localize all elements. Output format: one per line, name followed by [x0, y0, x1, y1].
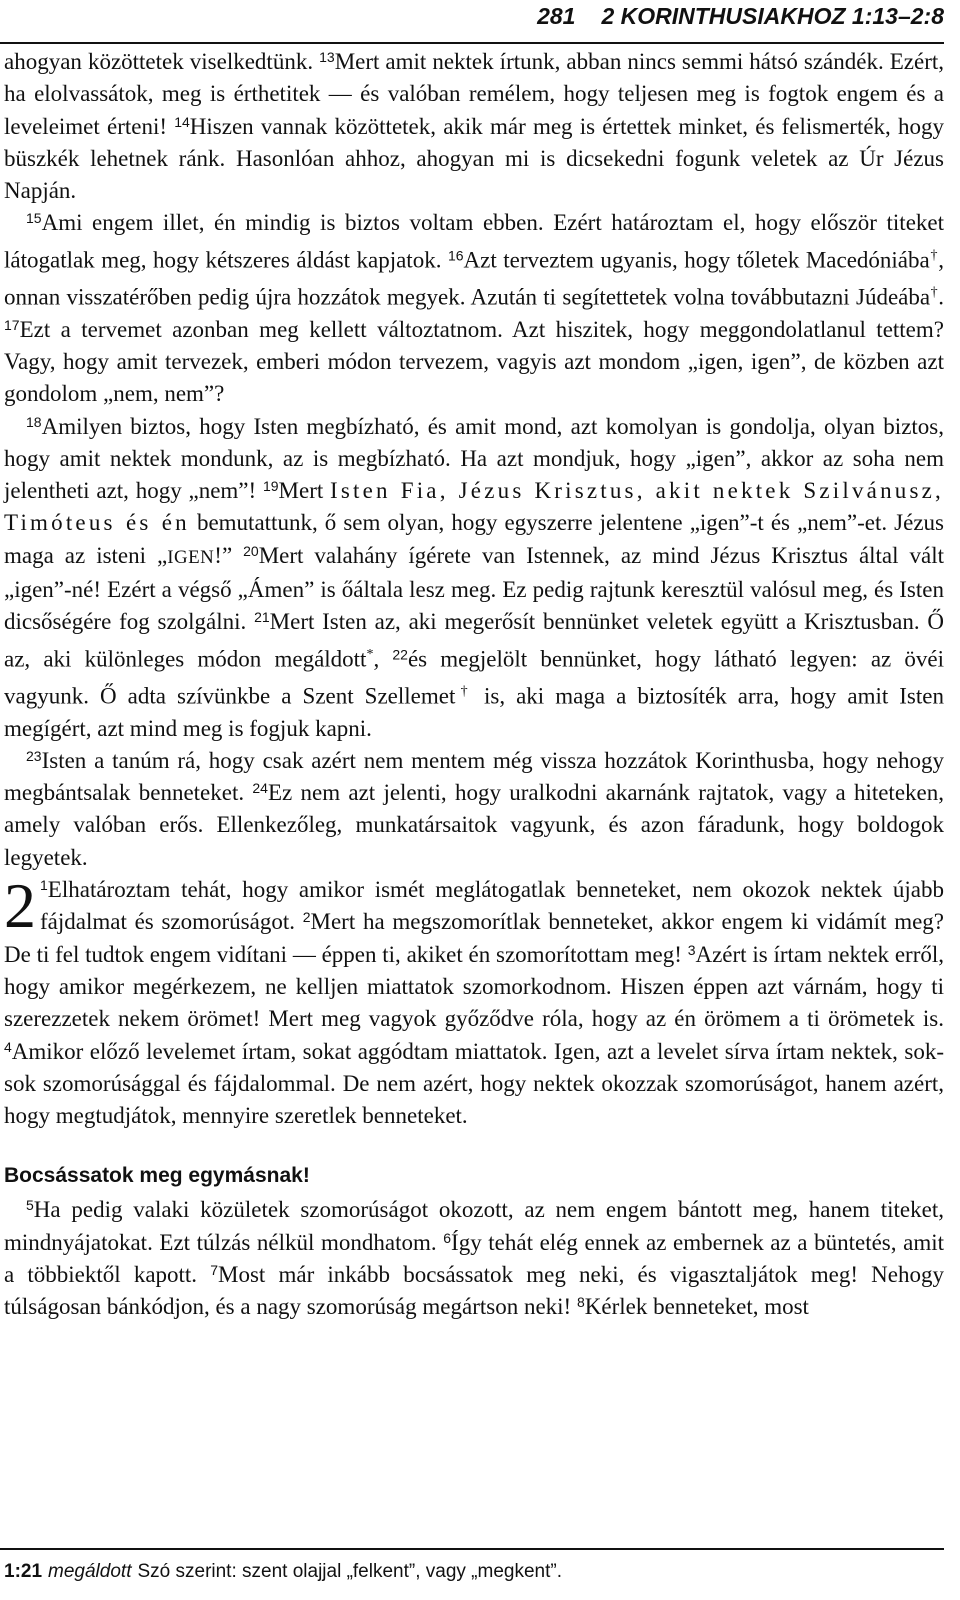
- verse-number: 4: [4, 1038, 12, 1055]
- verse-number: 17: [4, 316, 20, 333]
- small-caps-text: IGEN: [167, 546, 215, 568]
- text-run: Hiszen vannak közöttetek, akik már meg is értettek minket, és felismerték, hogy büszkék lehetnek ránk. Hasonlóan ahhoz, ahogyan mi is dicsekedni fogunk veletek az Úr Jézus Napján.: [4, 113, 944, 204]
- verse-number: 13: [319, 49, 335, 65]
- footnote-text: Szó szerint: szent olajjal „felkent”, vagy „megkent”.: [137, 1561, 562, 1582]
- text-run: Kérlek benneteket, most: [584, 1294, 809, 1320]
- section-heading: Bocsássatok meg egymásnak!: [4, 1164, 310, 1188]
- verse-number: 7: [210, 1262, 219, 1279]
- verse-number: 19: [262, 478, 279, 495]
- text-run: Amilyen biztos, hogy Isten megbízható, és amit mond, azt komolyan is gondolja, olyan biztos, hogy amit nektek mondunk, az is megbízható. Ha azt mondjuk, hogy „igen”, akkor az soha nem jelentheti azt, hogy „nem”!: [4, 413, 944, 504]
- verse-number: 15: [26, 210, 42, 227]
- text-run: Mert amit nektek írtunk, abban nincs semmi hátsó szándék. Ezért, ha elolvassátok, meg is érthetitek — és valóban remélem, hogy teljesen meg is fogtok engem és a leveleimet érteni!: [4, 49, 944, 139]
- verse-number: 8: [576, 1294, 585, 1311]
- note-marker: *: [366, 646, 374, 662]
- text-run: , onnan visszatérőben pedig újra hozzátok megyek. Azután ti segítettetek volna továbbutazni Júdeába: [4, 247, 944, 310]
- verse-number: 5: [26, 1197, 34, 1214]
- paragraph: [4, 1194, 944, 1323]
- text-run: Mert: [278, 478, 331, 504]
- footnote: [4, 1558, 944, 1586]
- verse-number: 14: [174, 113, 190, 130]
- footnote-term: megáldott: [48, 1561, 132, 1582]
- footnote-ref: 1:21: [4, 1561, 43, 1582]
- text-run: Mert Isten az, aki megerősít bennünket veletek együtt a Krisztusban. Ő az, aki különleges módon megáldott: [4, 609, 944, 672]
- text-run: Ha pedig valaki közületek szomorúságot okozott, az nem engem bántott meg, hanem titeket, mindnyájatokat. Ezt túlzás nélkül mondhatom.: [4, 1197, 944, 1255]
- text-run: Ezt a tervemet azonban meg kellett változtatnom. Azt hiszitek, hogy meggondolatlanul tettem? Vagy, hogy amit tervezek, emberi módon tervezem, vagyis azt mondom „igen, igen”, de közben azt gondolom „nem, nem”?: [4, 316, 944, 407]
- text-run: ,: [373, 646, 393, 672]
- chapter-number: 2: [4, 870, 36, 942]
- text-run: Ez nem azt jelenti, hogy uralkodni akarnánk rajtatok, vagy a hiteteken, amely valóban erős. Ellenkezőleg, munkatársaitok vagyunk, és azon fáradunk, hogy boldogok legyetek.: [4, 780, 944, 870]
- text-run: Ami engem illet, én mindig is biztos voltam ebben. Ezért határoztam el, hogy először titeket látogatlak meg, hogy kétszeres áldást kapjatok.: [4, 210, 944, 273]
- scripture-text: [4, 46, 944, 1324]
- verse-number: 3: [687, 941, 696, 958]
- note-marker: †: [929, 247, 939, 263]
- verse-number: 16: [447, 247, 464, 264]
- running-title: 2 KORINTHUSIAKHOZ 1:13–2:8: [601, 3, 944, 29]
- text-run: is, aki maga a biztosíték arra, hogy amit Isten megígért, azt mind meg is fogjuk kapni.: [4, 683, 944, 741]
- running-header: [0, 0, 944, 44]
- text-run: Most már inkább bocsássatok meg neki, és vigasztaljátok meg! Nehogy túlságosan bánkódjon, és a nagy szomorúság megártson neki!: [4, 1262, 944, 1320]
- text-run: !”: [214, 542, 244, 568]
- paragraph: [4, 207, 944, 410]
- footnote-divider: [0, 1548, 944, 1550]
- paragraph: [4, 46, 944, 207]
- verse-number: 6: [443, 1229, 452, 1246]
- text-run: ahogyan közöttetek viselkedtünk.: [4, 49, 320, 74]
- text-run: bemutattunk, ő sem olyan, hogy egyszerre jelentene „igen”-t és „nem”-et. Jézus maga az isteni „: [4, 510, 944, 568]
- text-run: és megjelölt bennünket, hogy látható legyen: az övéi vagyunk. Ő adta szívünkbe a Szent Szellemet: [4, 646, 945, 709]
- note-marker: †: [930, 284, 939, 300]
- text-run: Mert valahány ígérete van Istennek, az mind Jézus Krisztus által vált „igen”-né! Ezért a végső „Ámen” is őáltala lesz meg. Ez pedig rajtunk keresztül valósul meg, és Isten dicsőségére fog szolgálni.: [4, 542, 945, 635]
- verse-number: 1: [40, 877, 48, 894]
- paragraph: [4, 745, 944, 874]
- text-run: Azt terveztem ugyanis, hogy tőletek Macedóniába: [463, 247, 930, 273]
- text-run: Így tehát elég ennek az embernek az a büntetés, amit a többiektől kapott.: [4, 1229, 944, 1288]
- paragraph: [4, 411, 944, 745]
- page-number: 281: [537, 3, 576, 29]
- text-run: Azért is írtam nektek erről, hogy amikor megérkezem, ne kelljen miattatok szomorkodnom. Hiszen éppen azt várnám, hogy ti szerezzetek nekem örömet! Mert meg vagyok győződve róla, hogy az én örömem a ti örömetek is.: [4, 941, 944, 1032]
- text-run: Elhatároztam tehát, hogy amikor ismét meglátogatlak benneteket, nem okozok nektek újabb fájdalmat és szomorúságot.: [40, 877, 944, 935]
- paragraph: [4, 870, 944, 1132]
- text-run: Mert ha megszomorítlak benneteket, akkor engem ki vidámít meg? De ti fel tudtok engem vidítani — éppen ti, akiket én szomorítottam meg!: [4, 909, 944, 967]
- verse-number: 21: [254, 609, 270, 626]
- text-run: Isten a tanúm rá, hogy csak azért nem mentem még vissza hozzátok Korinthusba, hogy nehogy megbántsalak benneteket.: [4, 747, 944, 806]
- verse-number: 18: [26, 413, 42, 430]
- text-run: Amikor előző levelemet írtam, sokat aggódtam miattatok. Igen, azt a levelet sírva írtam nektek, sok-sok szomorúsággal és fájdalommal. De nem azért, hogy nektek okozzak szomorúságot, hanem azért, hogy megtudjátok, mennyire szeretlek benneteket.: [4, 1038, 944, 1129]
- spaced-text: Isten Fia, Jézus Krisztus, akit nektek Szilvánusz, Timóteus és én: [4, 478, 944, 536]
- note-marker: †: [455, 683, 473, 699]
- verse-number: 2: [302, 909, 311, 926]
- text-run: .: [938, 284, 945, 310]
- verse-number: 23: [26, 747, 42, 764]
- verse-number: 24: [252, 780, 268, 797]
- verse-number: 22: [392, 646, 408, 663]
- verse-number: 20: [243, 542, 259, 559]
